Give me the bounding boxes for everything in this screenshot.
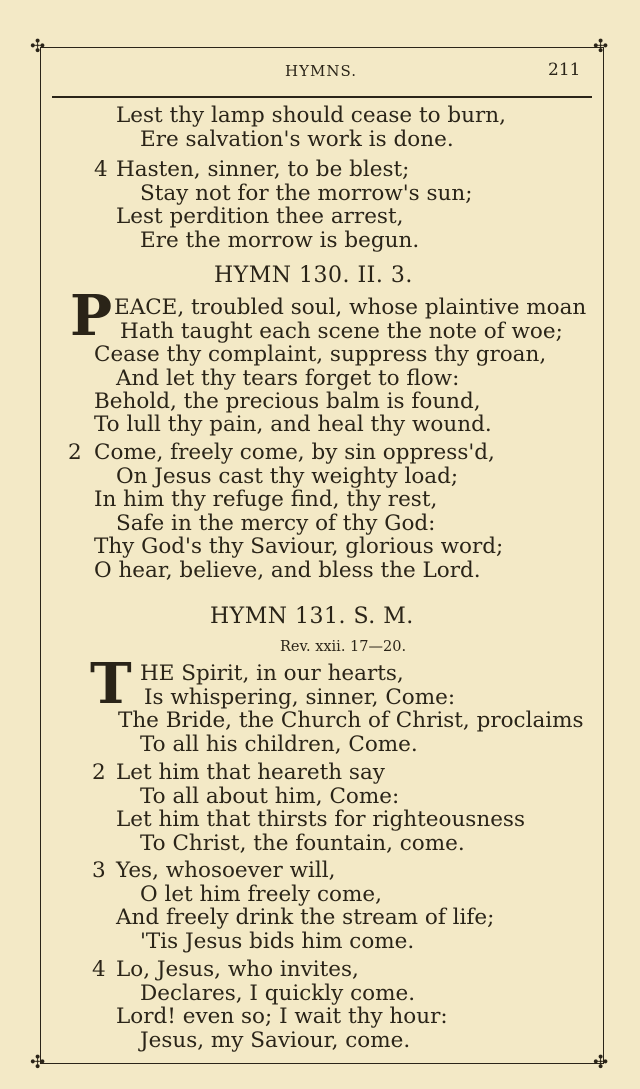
- verse-line: To Christ, the fountain, come.: [140, 831, 465, 856]
- verse-line: Lest thy lamp should cease to burn,: [116, 103, 506, 128]
- bottom-border: [40, 1063, 604, 1064]
- verse-line: O let him freely come,: [140, 882, 382, 907]
- corner-ornament-top-left-icon: ✣: [30, 36, 46, 57]
- top-border: [40, 47, 604, 48]
- verse-line: Lo, Jesus, who invites,: [116, 957, 359, 982]
- verse-line: Hasten, sinner, to be blest;: [116, 157, 410, 182]
- verse-line: To lull thy pain, and heal thy wound.: [94, 412, 492, 437]
- verse-line: Let him that heareth say: [116, 760, 385, 785]
- stanza-number: 4: [92, 957, 106, 982]
- verse-line: 'Tis Jesus bids him come.: [140, 929, 415, 954]
- stanza-number: 4: [94, 157, 108, 182]
- corner-ornament-top-right-icon: ✣: [593, 36, 609, 57]
- corner-ornament-bottom-right-icon: ✣: [593, 1052, 609, 1073]
- page-number: 211: [548, 60, 581, 80]
- stanza-number: 3: [92, 858, 106, 883]
- verse-line: Let him that thirsts for righteousness: [116, 807, 525, 832]
- verse-line: Thy God's thy Saviour, glorious word;: [94, 534, 504, 559]
- verse-line: On Jesus cast thy weighty load;: [116, 464, 459, 489]
- verse-line: And let thy tears forget to flow:: [116, 366, 460, 391]
- header-rule: [52, 96, 592, 98]
- verse-line: The Bride, the Church of Christ, proclaims: [118, 708, 584, 733]
- verse-line: To all about him, Come:: [140, 784, 400, 809]
- drop-cap: P: [70, 283, 113, 349]
- verse-line: O hear, believe, and bless the Lord.: [94, 558, 481, 583]
- left-border: [40, 47, 41, 1063]
- scripture-reference: Rev. xxii. 17—20.: [280, 639, 407, 655]
- hymn-title: HYMN 130. II. 3.: [214, 263, 413, 288]
- hymn-title: HYMN 131. S. M.: [210, 604, 414, 629]
- verse-line: Behold, the precious balm is found,: [94, 389, 481, 414]
- verse-line: Safe in the mercy of thy God:: [116, 511, 436, 536]
- verse-line: To all his children, Come.: [140, 732, 418, 757]
- corner-ornament-bottom-left-icon: ✣: [30, 1052, 46, 1073]
- verse-line: Ere the morrow is begun.: [140, 228, 420, 253]
- verse-line: Lord! even so; I wait thy hour:: [116, 1004, 448, 1029]
- verse-line: Lest perdition thee arrest,: [116, 204, 404, 229]
- verse-line: HE Spirit, in our hearts,: [140, 661, 404, 686]
- verse-line: Come, freely come, by sin oppress'd,: [94, 440, 495, 465]
- verse-line: Is whispering, sinner, Come:: [144, 685, 456, 710]
- verse-line: Stay not for the morrow's sun;: [140, 181, 473, 206]
- verse-line: Hath taught each scene the note of woe;: [120, 319, 563, 344]
- stanza-number: 2: [92, 760, 106, 785]
- verse-line: Cease thy complaint, suppress thy groan,: [94, 342, 547, 367]
- right-border: [603, 47, 604, 1063]
- verse-line: And freely drink the stream of life;: [116, 905, 495, 930]
- verse-line: Ere salvation's work is done.: [140, 127, 454, 152]
- verse-line: EACE, troubled soul, whose plaintive moan: [114, 295, 587, 320]
- verse-line: Jesus, my Saviour, come.: [140, 1028, 411, 1053]
- verse-line: Declares, I quickly come.: [140, 981, 416, 1006]
- running-head: HYMNS.: [285, 62, 357, 80]
- drop-cap: T: [90, 651, 132, 717]
- verse-line: In him thy refuge find, thy rest,: [94, 487, 438, 512]
- verse-line: Yes, whosoever will,: [116, 858, 336, 883]
- stanza-number: 2: [68, 440, 82, 465]
